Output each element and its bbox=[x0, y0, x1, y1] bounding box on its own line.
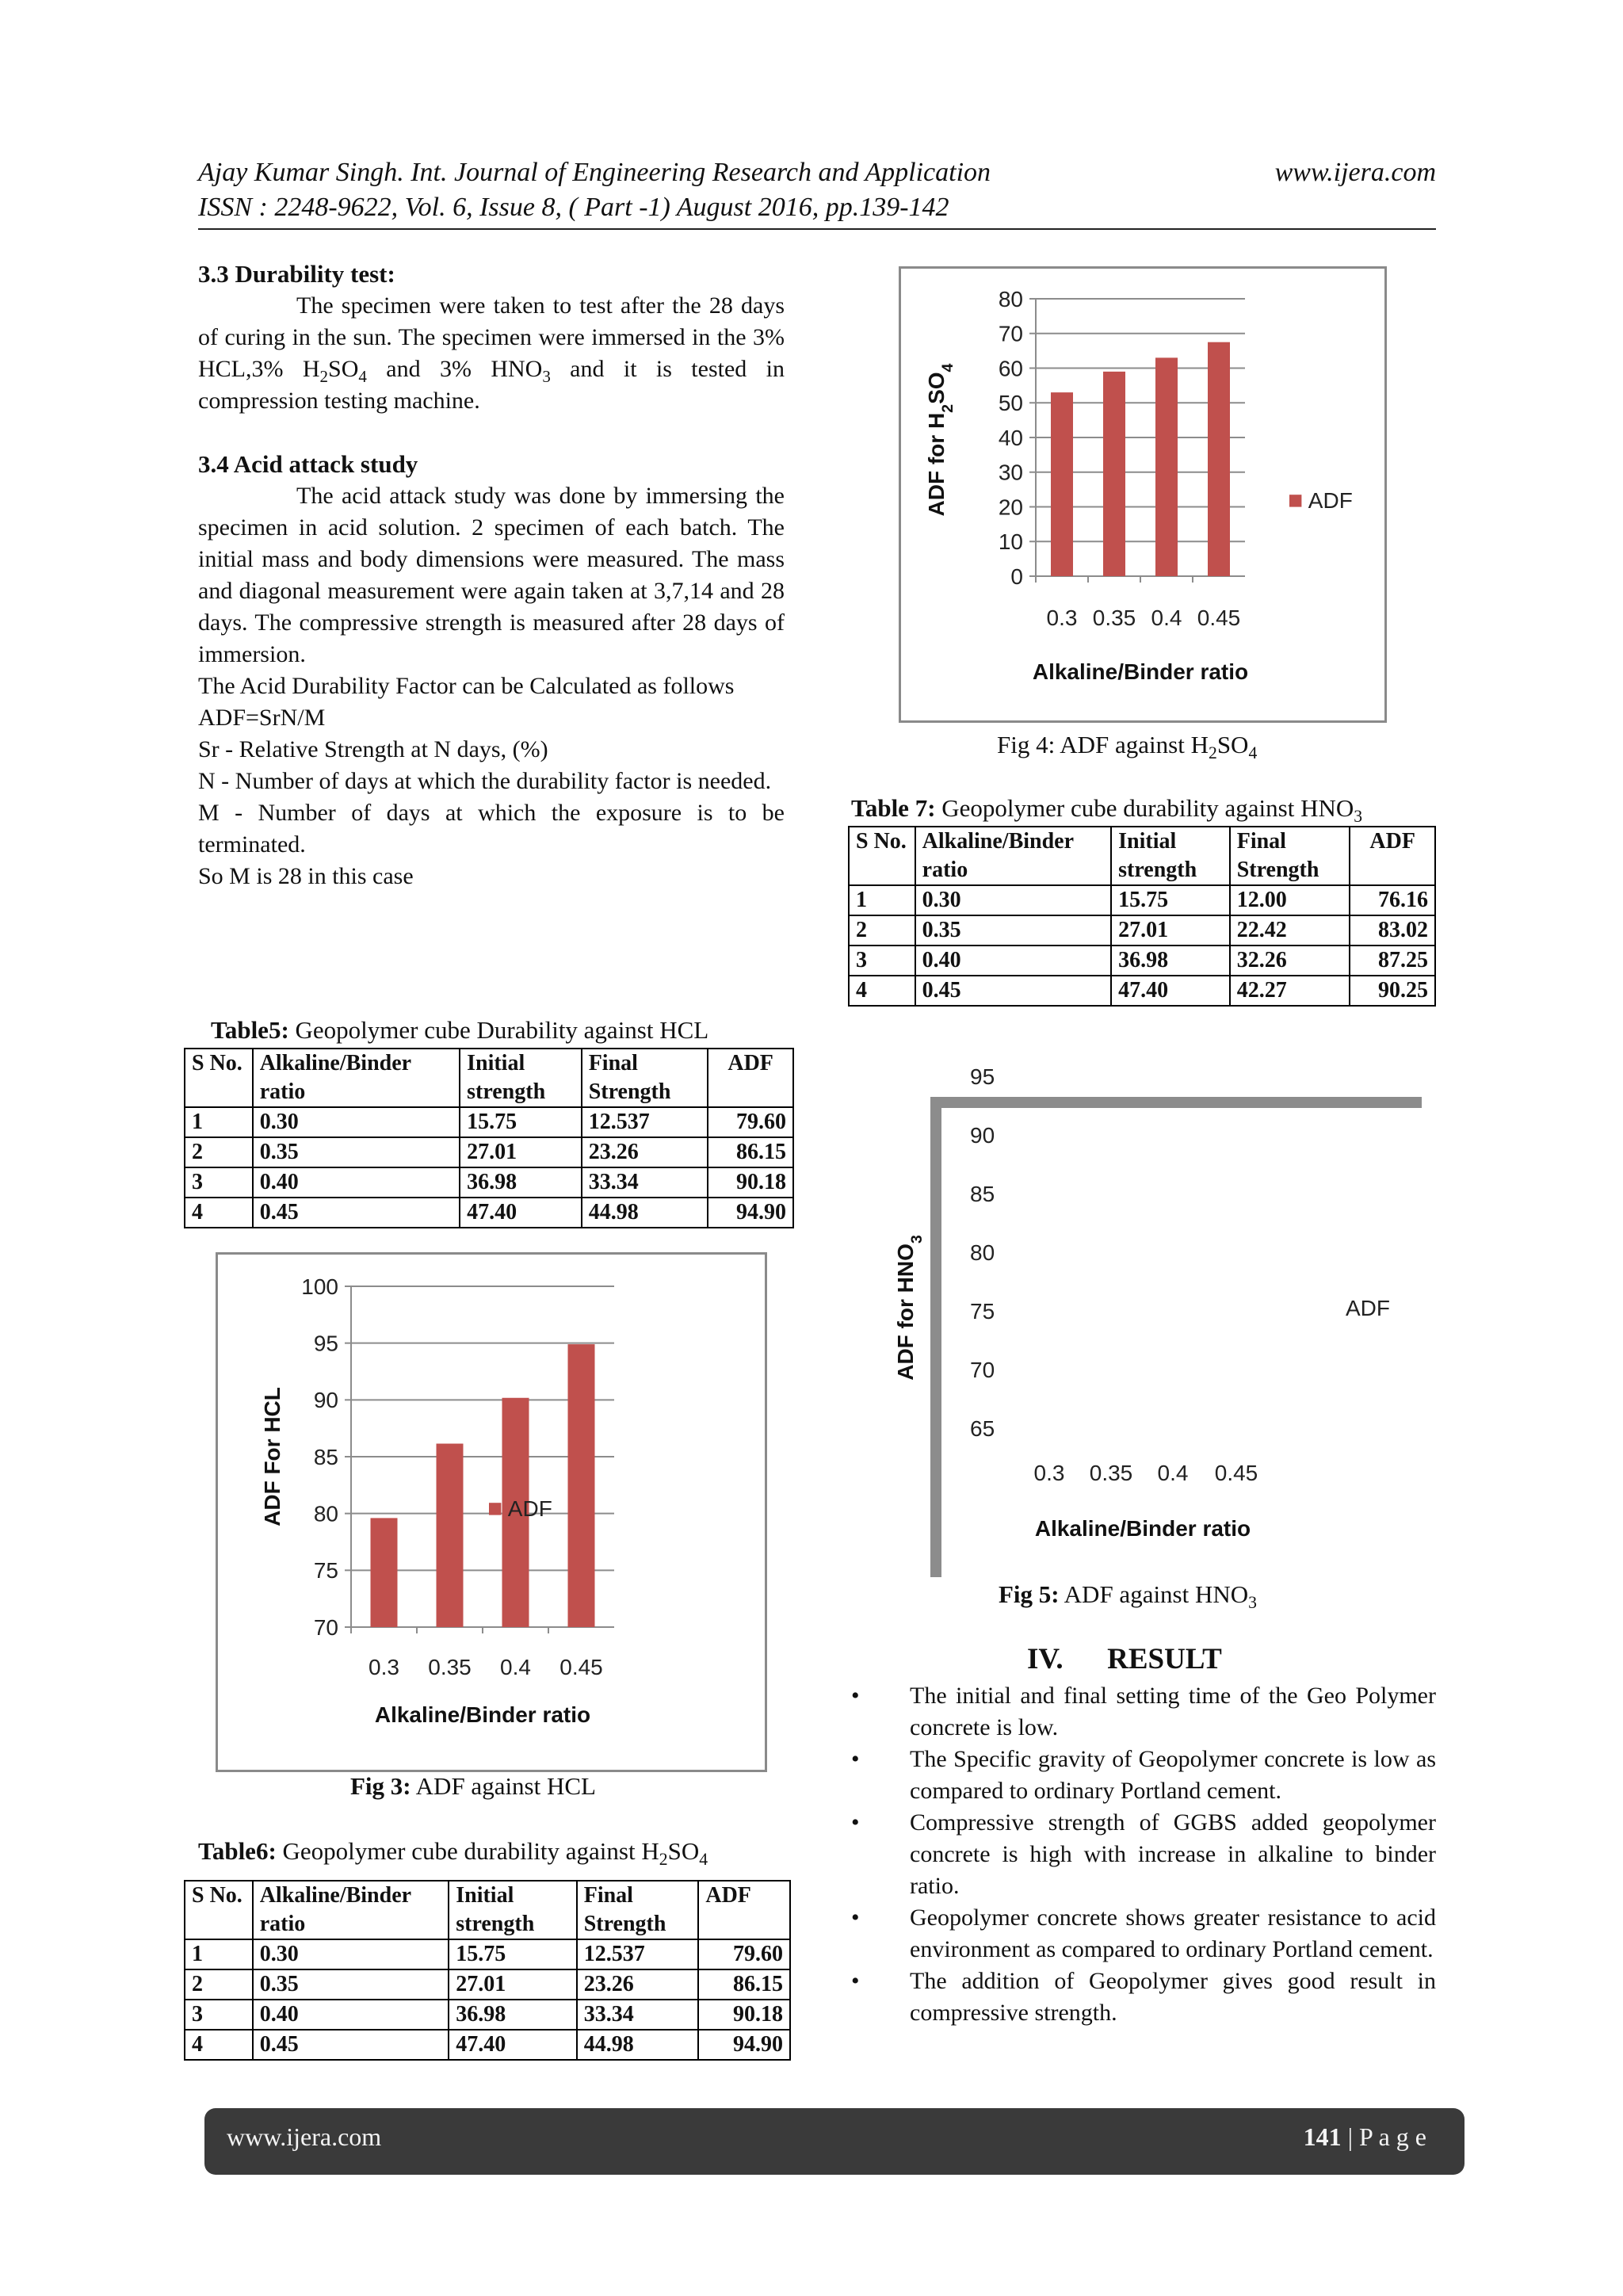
table7-header-cell: Alkaline/Binder ratio bbox=[915, 827, 1111, 885]
table-row: 3 0.40 36.98 32.26 87.25 bbox=[849, 946, 1435, 976]
n-definition: N - Number of days at which the durability factor is needed. bbox=[198, 768, 772, 794]
table5-header-cell: Initial strength bbox=[460, 1049, 582, 1107]
list-item: • Compressive strength of GGBS added geopolymer concrete is high with increase in alkaline to binder ratio. bbox=[840, 1807, 1436, 1902]
table7-header-cell: S No. bbox=[849, 827, 915, 885]
y-tick-label: 10 bbox=[998, 529, 1023, 555]
sr-definition: Sr - Relative Strength at N days, (%) bbox=[198, 736, 548, 762]
x-tick-label: 0.3 bbox=[1033, 1461, 1065, 1485]
table-row: 1 0.30 15.75 12.00 76.16 bbox=[849, 885, 1435, 915]
table7 bbox=[848, 826, 1436, 1007]
list-item: • The Specific gravity of Geopolymer concrete is low as compared to ordinary Portland cement. bbox=[840, 1744, 1436, 1807]
y-tick-label: 50 bbox=[998, 391, 1023, 416]
y-tick-label: 75 bbox=[970, 1299, 995, 1324]
table6 bbox=[184, 1880, 791, 2061]
table7-header-row bbox=[849, 827, 1435, 885]
table-row: 3 0.40 36.98 33.34 90.18 bbox=[185, 1167, 793, 1198]
table7-caption: Table 7: Geopolymer cube durability against $HNO_3$ bbox=[851, 794, 1363, 827]
table-row: 4 0.45 47.40 42.27 90.25 bbox=[849, 976, 1435, 1006]
table-row: 3 0.40 36.98 33.34 90.18 bbox=[185, 2000, 790, 2030]
table5 bbox=[184, 1048, 794, 1228]
y-tick-label: 40 bbox=[998, 425, 1023, 450]
fig3-caption: Fig 3: ADF against HCL bbox=[350, 1772, 596, 1800]
y-tick-label: 80 bbox=[998, 286, 1023, 311]
table6-header-cell: S No. bbox=[185, 1881, 253, 1939]
table5-header-cell: ADF bbox=[708, 1049, 793, 1107]
y-tick-label: 90 bbox=[970, 1123, 995, 1148]
page-number: 141 | P a g e bbox=[1303, 2122, 1426, 2151]
y-tick-label: 80 bbox=[970, 1240, 995, 1265]
y-axis-label: ADF for $H_2SO_4$ bbox=[924, 363, 957, 517]
x-axis-label: Alkaline/Binder ratio bbox=[1034, 1516, 1251, 1541]
x-axis-label: Alkaline/Binder ratio bbox=[1032, 659, 1249, 684]
x-tick-label: 0.45 bbox=[559, 1655, 603, 1679]
footer-url[interactable]: www.ijera.com bbox=[227, 2122, 382, 2151]
y-tick-label: 70 bbox=[970, 1358, 995, 1382]
y-tick-label: 60 bbox=[998, 356, 1023, 381]
table6-header-cell: Final Strength bbox=[577, 1881, 699, 1939]
table-row: 4 0.45 47.40 44.98 94.90 bbox=[185, 2030, 790, 2060]
plot-top-border bbox=[930, 1097, 1422, 1108]
chart-hcl-frame bbox=[216, 1252, 767, 1772]
x-tick-label: 0.3 bbox=[369, 1655, 399, 1679]
fig5-caption: Fig 5: ADF against $HNO_3$ bbox=[999, 1580, 1257, 1613]
legend-label: ADF bbox=[1346, 1296, 1390, 1320]
x-tick-label: 0.35 bbox=[1092, 606, 1136, 630]
section-3-3-paragraph: The specimen were taken to test after the 28 days of curing in the sun. The specimen were immersed in the 3% HCL,3% $H_2SO_4$ and 3% $HNO_3$ and it is tested in compression testing machine. bbox=[198, 292, 785, 414]
y-tick-label: 95 bbox=[313, 1331, 338, 1356]
table-row: 2 0.35 27.01 22.42 83.02 bbox=[849, 915, 1435, 946]
y-axis-label: ADF for $HNO_3$ bbox=[893, 1235, 926, 1381]
legend-swatch bbox=[1289, 495, 1301, 506]
table7-header-cell: Initial strength bbox=[1111, 827, 1230, 885]
adf-formula: ADF=SrN/M bbox=[198, 705, 326, 731]
bar-adf-0.35 bbox=[437, 1444, 464, 1627]
plot-left-border bbox=[930, 1097, 941, 1577]
chart-adf-hno3 bbox=[880, 1046, 1450, 1585]
journal-citation: Ajay Kumar Singh. Int. Journal of Engineering Research and Application bbox=[198, 158, 991, 187]
table5-header-cell: Alkaline/Binder ratio bbox=[253, 1049, 460, 1107]
list-item: • Geopolymer concrete shows greater resistance to acid environment as compared to ordinary Portland cement. bbox=[840, 1902, 1436, 1966]
x-tick-label: 0.4 bbox=[1151, 606, 1182, 630]
result-heading: IV. RESULT bbox=[1027, 1643, 1222, 1675]
table6-header-cell: Alkaline/Binder ratio bbox=[253, 1881, 449, 1939]
fig4-caption: Fig 4: ADF against $H_2SO_4$ bbox=[997, 731, 1258, 763]
table6-header-row bbox=[185, 1881, 790, 1939]
table7-header-cell: Final Strength bbox=[1230, 827, 1350, 885]
x-axis-label: Alkaline/Binder ratio bbox=[374, 1702, 591, 1727]
table5-caption: Table5: Geopolymer cube Durability against HCL bbox=[211, 1016, 709, 1044]
y-tick-label: 85 bbox=[313, 1444, 338, 1469]
left-column-text bbox=[198, 258, 785, 892]
section-3-4-title: 3.4 Acid attack study bbox=[198, 450, 418, 478]
table6-caption: Table6: Geopolymer cube durability against $H_2SO_4$ bbox=[198, 1837, 708, 1870]
chart-adf-hcl bbox=[218, 1255, 765, 1770]
table-row: 2 0.35 27.01 23.26 86.15 bbox=[185, 1137, 793, 1167]
section-3-4-paragraph: The acid attack study was done by immersing the specimen in acid solution. 2 specimen of each batch. The initial mass and body dimensions were measured. The mass and diagonal measurement were again taken at 3,7,14 and 28 days. The compressive strength is measured after 28 days of immersion. bbox=[198, 483, 785, 667]
y-tick-label: 100 bbox=[301, 1274, 338, 1299]
table6-header-cell: ADF bbox=[698, 1881, 790, 1939]
table7-header-cell: ADF bbox=[1350, 827, 1435, 885]
y-tick-label: 75 bbox=[313, 1558, 338, 1584]
x-tick-label: 0.4 bbox=[500, 1655, 531, 1679]
table-row: 1 0.30 15.75 12.537 79.60 bbox=[185, 1939, 790, 1969]
y-tick-label: 80 bbox=[313, 1501, 338, 1526]
x-tick-label: 0.35 bbox=[428, 1655, 472, 1679]
legend-label: ADF bbox=[1308, 488, 1353, 513]
adf-intro: The Acid Durability Factor can be Calculated as follows bbox=[198, 673, 735, 699]
table-row: 4 0.45 47.40 44.98 94.90 bbox=[185, 1198, 793, 1228]
chart-h2so4-frame bbox=[899, 266, 1387, 723]
y-tick-label: 70 bbox=[313, 1614, 338, 1640]
y-tick-label: 30 bbox=[998, 460, 1023, 485]
table-row: 2 0.35 27.01 23.26 86.15 bbox=[185, 1969, 790, 2000]
bar-adf-0.45 bbox=[1208, 342, 1230, 576]
y-tick-label: 0 bbox=[1010, 563, 1023, 589]
chart-adf-h2so4 bbox=[901, 269, 1384, 720]
y-tick-label: 95 bbox=[970, 1064, 995, 1089]
bar-adf-0.3 bbox=[371, 1518, 398, 1627]
legend-swatch bbox=[489, 1503, 501, 1515]
y-tick-label: 20 bbox=[998, 495, 1023, 520]
section-3-3-title: 3.3 Durability test: bbox=[198, 260, 395, 288]
bar-adf-0.4 bbox=[1155, 357, 1178, 576]
header-line-1 bbox=[198, 155, 1436, 190]
m-definition: M - Number of days at which the exposure is to be terminated. bbox=[198, 800, 785, 858]
y-tick-label: 90 bbox=[313, 1388, 338, 1413]
x-tick-label: 0.45 bbox=[1197, 606, 1241, 630]
y-tick-label: 70 bbox=[998, 321, 1023, 346]
y-tick-label: 85 bbox=[970, 1182, 995, 1206]
legend-label: ADF bbox=[507, 1496, 552, 1521]
header-rule bbox=[198, 228, 1436, 230]
table5-header-row bbox=[185, 1049, 793, 1107]
table-row: 1 0.30 15.75 12.537 79.60 bbox=[185, 1107, 793, 1137]
table5-header-cell: Final Strength bbox=[582, 1049, 708, 1107]
x-tick-label: 0.4 bbox=[1157, 1461, 1189, 1485]
x-tick-label: 0.35 bbox=[1089, 1461, 1133, 1485]
bar-adf-0.3 bbox=[1051, 392, 1073, 576]
y-axis-label: ADF For HCL bbox=[260, 1387, 285, 1526]
list-item: • The initial and final setting time of the Geo Polymer concrete is low. bbox=[840, 1680, 1436, 1744]
table5-header-cell: S No. bbox=[185, 1049, 253, 1107]
bar-adf-0.45 bbox=[568, 1344, 595, 1627]
table6-header-cell: Initial strength bbox=[449, 1881, 576, 1939]
bar-adf-0.35 bbox=[1103, 372, 1125, 576]
result-list-container bbox=[840, 1680, 1436, 2029]
y-tick-label: 65 bbox=[970, 1416, 995, 1441]
header-line-2: ISSN : 2248-9622, Vol. 6, Issue 8, ( Part -1) August 2016, pp.139-142 bbox=[198, 193, 949, 222]
running-header bbox=[198, 155, 1436, 225]
page-footer bbox=[204, 2108, 1465, 2175]
journal-url[interactable]: www.ijera.com bbox=[1274, 158, 1436, 187]
x-tick-label: 0.45 bbox=[1214, 1461, 1258, 1485]
x-tick-label: 0.3 bbox=[1046, 606, 1078, 630]
list-item: • The addition of Geopolymer gives good result in compressive strength. bbox=[840, 1966, 1436, 2029]
m-value-note: So M is 28 in this case bbox=[198, 863, 414, 889]
